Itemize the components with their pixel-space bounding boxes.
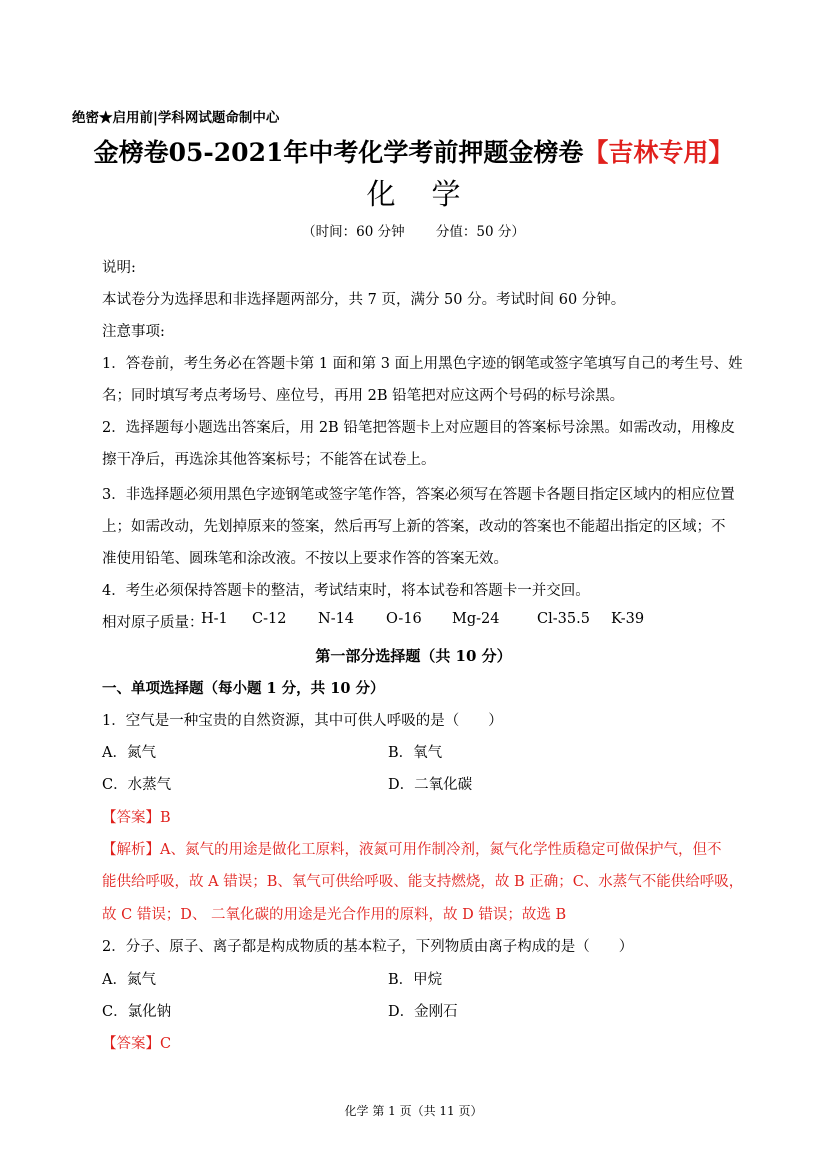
- q1-stem: 1．空气是一种宝贵的自然资源，其中可供人呼吸的是（ ）: [102, 713, 503, 729]
- atomic-mass-o: O-16: [386, 611, 422, 627]
- atomic-mass-c: C-12: [252, 611, 287, 627]
- q1-option-c: C．水蒸气: [102, 777, 172, 793]
- atomic-mass-cl: Cl-35.5: [537, 611, 590, 627]
- part-1-title: 第一部分选择题（共 10 分）: [315, 647, 512, 665]
- q1-option-a: A．氮气: [102, 745, 156, 761]
- q1-option-b: B．氧气: [388, 745, 443, 761]
- subject-title: 化学: [366, 177, 497, 211]
- note-2-line-2: 擦干净后，再选涂其他答案标号；不能答在试卷上。: [102, 452, 436, 468]
- q1-analysis-line-1: 【解析】A、氮气的用途是做化工原料，液氮可用作制冷剂，氮气化学性质稳定可做保护气，但不: [102, 842, 722, 858]
- atomic-masses-label: 相对原子质量：: [102, 615, 204, 631]
- exam-title-tag: 【吉林专用】: [583, 138, 734, 167]
- exam-title-main: 金榜卷05-2021年中考化学考前押题金榜卷: [93, 138, 584, 167]
- instructions-intro: 本试卷分为选择思和非选择题两部分，共 7 页，满分 50 分。考试时间 60 分钟。: [102, 292, 626, 308]
- atomic-mass-h: H-1: [201, 611, 228, 627]
- exam-title: [0, 133, 827, 169]
- time-info: （时间：60 分钟 分值：50 分）: [302, 224, 525, 240]
- atomic-mass-mg: Mg-24: [452, 611, 500, 627]
- q1-answer: 【答案】B: [102, 810, 171, 826]
- q2-option-a: A．氮气: [102, 972, 156, 988]
- section-1-title: 一、单项选择题（每小题 1 分，共 10 分）: [102, 680, 385, 697]
- q2-answer: 【答案】C: [102, 1036, 172, 1052]
- note-3-line-2: 上；如需改动，先划掉原来的签案，然后再写上新的答案，改动的答案也不能超出指定的区域；不: [102, 519, 726, 535]
- note-3-line-1: 3．非选择题必须用黑色字迹钢笔或签字笔作答，答案必须写在答题卡各题目指定区域内的相应位置: [102, 487, 735, 503]
- note-1-line-1: 1．答卷前，考生务必在答题卡第 1 面和第 3 面上用黑色字迹的钢笔或签字笔填写自己的考生号、姓: [102, 356, 743, 372]
- confidential-label: 绝密★启用前|学科网试题命制中心: [72, 110, 280, 126]
- q2-option-d: D．金刚石: [388, 1004, 458, 1020]
- notes-heading: 注意事项:: [102, 324, 165, 340]
- q1-option-d: D．二氧化碳: [388, 777, 473, 793]
- q1-analysis-line-2: 能供给呼吸，故 A 错误；B、氧气可供给呼吸、能支持燃烧，故 B 正确；C、水蒸气不能供给呼吸，: [102, 874, 744, 890]
- atomic-masses: [102, 611, 645, 632]
- q2-stem: 2．分子、原子、离子都是构成物质的基本粒子，下列物质由离子构成的是（ ）: [102, 939, 634, 955]
- note-2-line-1: 2．选择题每小题选出答案后，用 2B 铅笔把答题卡上对应题目的答案标号涂黑。如需改动，用橡皮: [102, 420, 735, 436]
- atomic-mass-n: N-14: [318, 611, 355, 627]
- note-1-line-2: 名；同时填写考点考场号、座位号，再用 2B 铅笔把对应这两个号码的标号涂黑。: [102, 388, 625, 404]
- instructions-heading: 说明:: [102, 260, 136, 276]
- note-3-line-3: 准使用铅笔、圆珠笔和涂改液。不按以上要求作答的答案无效。: [102, 551, 508, 567]
- page-footer: 化学 第 1 页（共 11 页）: [344, 1104, 483, 1118]
- atomic-mass-k: K-39: [611, 611, 645, 627]
- q2-option-c: C．氯化钠: [102, 1004, 172, 1020]
- q1-analysis-line-3: 故 C 错误；D、 二氧化碳的用途是光合作用的原料，故 D 错误；故选 B: [102, 907, 567, 923]
- q2-option-b: B．甲烷: [388, 972, 443, 988]
- note-4: 4．考生必须保持答题卡的整洁，考试结束时，将本试卷和答题卡一并交回。: [102, 583, 590, 599]
